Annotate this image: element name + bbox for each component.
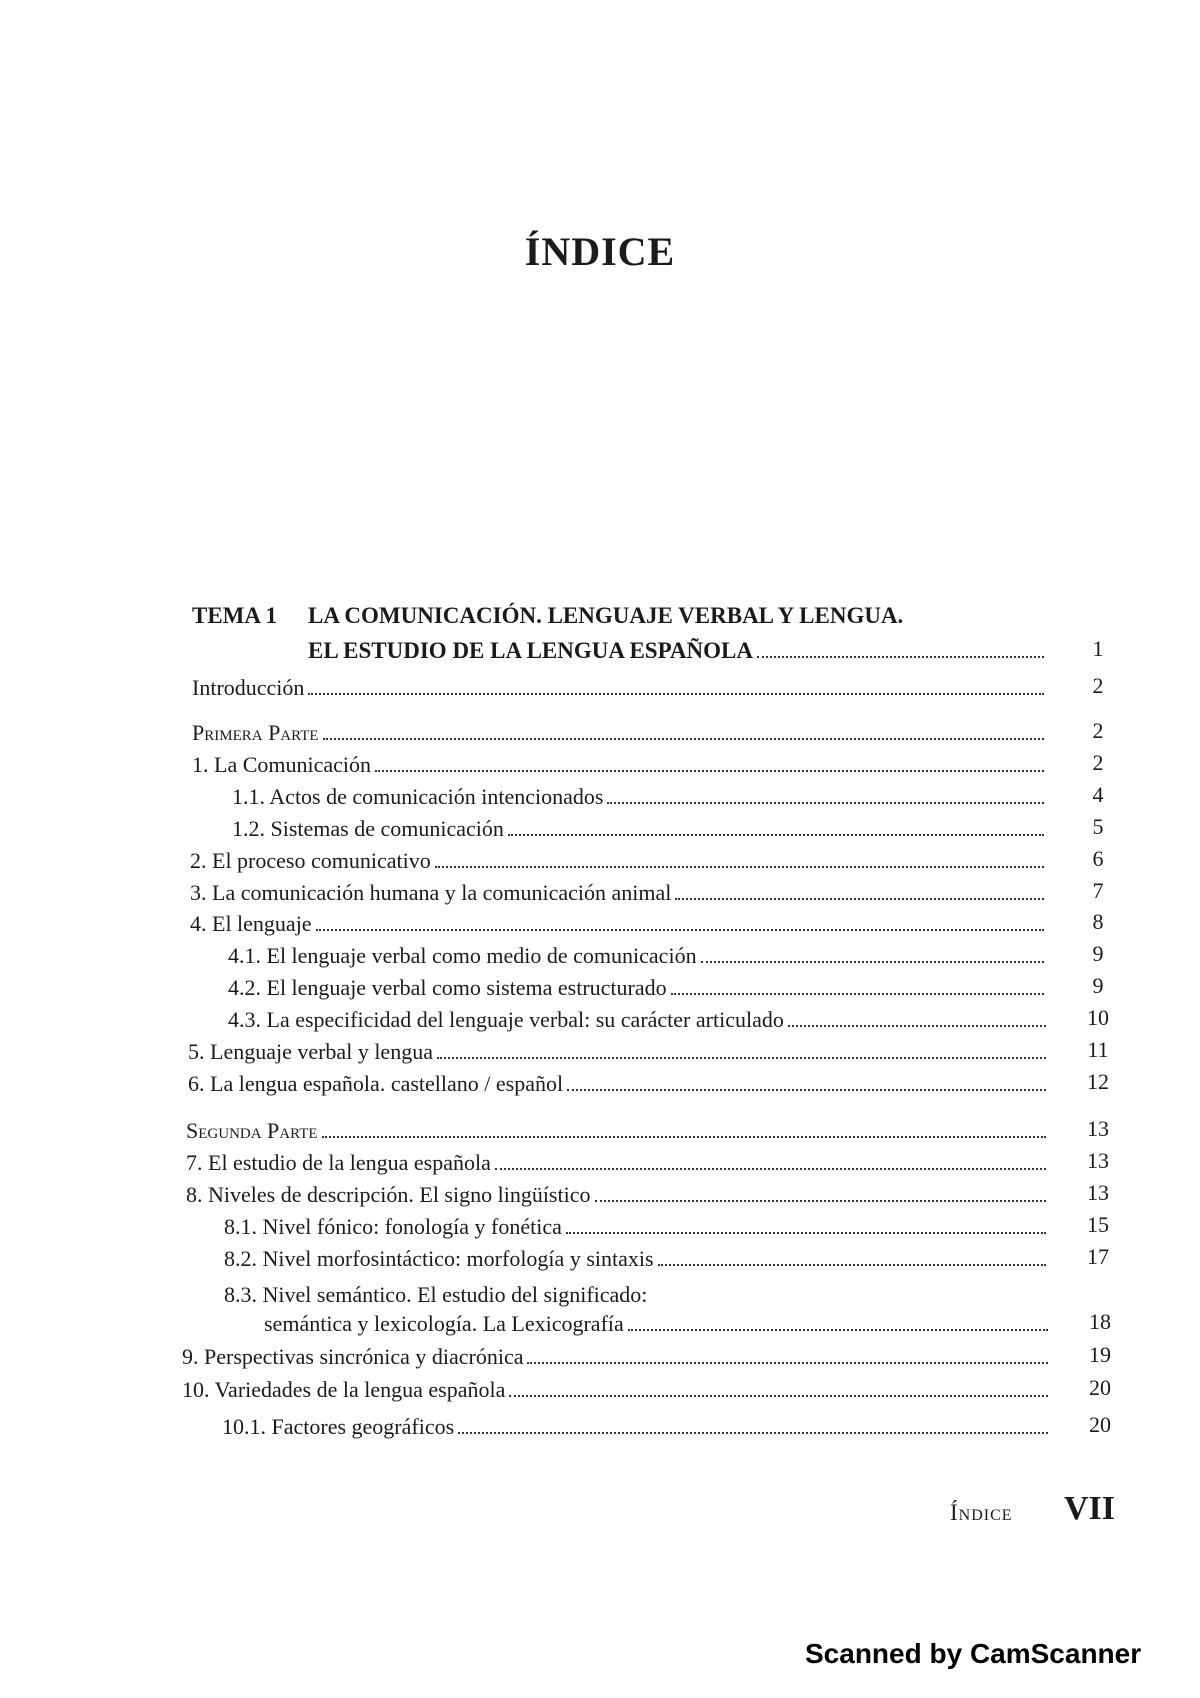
page-title: ÍNDICE — [524, 229, 676, 274]
toc-entry — [190, 907, 1048, 937]
tema-title-line2: EL ESTUDIO DE LA LENGUA ESPAÑOLA — [308, 638, 753, 663]
toc-entry-page: 19 — [1089, 1342, 1111, 1367]
toc-entry-label: 4.2. El lenguaje verbal como sistema estructurado — [228, 975, 667, 1000]
toc-entry-page: 17 — [1087, 1244, 1109, 1269]
toc-entry-label: 4.1. El lenguaje verbal como medio de comunicación — [228, 943, 697, 968]
toc-entry-page: 13 — [1087, 1148, 1109, 1173]
toc-entry-label: 10. Variedades de la lengua española — [182, 1377, 506, 1402]
toc-entry-label: 1.2. Sistemas de comunicación — [232, 816, 504, 841]
leader-dots — [567, 1089, 1046, 1091]
leader-dots — [675, 898, 1044, 900]
toc-part-heading — [192, 716, 1048, 746]
leader-dots — [495, 1168, 1046, 1170]
toc-entry-page: 15 — [1087, 1212, 1109, 1237]
leader-dots — [322, 1136, 1046, 1138]
toc-entry-page: 5 — [1092, 814, 1104, 839]
toc-entry-label: 3. La comunicación humana y la comunicación animal — [190, 880, 672, 905]
toc-subentry-continuation — [264, 1307, 1052, 1337]
toc-entry-page: 18 — [1089, 1309, 1111, 1334]
toc-entry-page: 7 — [1092, 878, 1104, 903]
toc-entry-page: 20 — [1089, 1412, 1111, 1437]
toc-entry — [188, 1067, 1050, 1097]
toc-entry — [190, 844, 1048, 874]
toc-entry-page: 4 — [1092, 782, 1104, 807]
footer-page-number: VII — [1064, 1490, 1116, 1527]
toc-entry-page: 2 — [1092, 718, 1104, 743]
tema-title-line1: LA COMUNICACIÓN. LENGUAJE VERBAL Y LENGUA. — [308, 603, 904, 628]
toc-subentry — [232, 780, 1048, 810]
tema-page: 1 — [1092, 636, 1104, 661]
toc-entry — [186, 1146, 1050, 1176]
toc-entry-label: 1.1. Actos de comunicación intencionados — [232, 784, 604, 809]
leader-dots — [595, 1200, 1047, 1202]
toc-entry-page: 2 — [1092, 673, 1104, 698]
leader-dots — [658, 1264, 1046, 1266]
leader-dots — [607, 802, 1044, 804]
leader-dots — [671, 993, 1044, 995]
toc-entry — [192, 671, 1048, 701]
toc-entry-label: Introducción — [192, 675, 305, 700]
leader-dots — [375, 770, 1044, 772]
toc-subentry — [228, 939, 1048, 969]
leader-dots — [435, 866, 1044, 868]
toc-entry-page: 12 — [1087, 1069, 1109, 1094]
leader-dots — [437, 1057, 1046, 1059]
toc-subentry — [224, 1242, 1050, 1272]
toc-entry-label: 6. La lengua española. castellano / español — [188, 1071, 564, 1096]
toc-entry — [182, 1340, 1052, 1370]
toc-entry — [190, 876, 1048, 906]
toc-subentry — [228, 1003, 1050, 1033]
leader-dots — [701, 961, 1044, 963]
toc-subentry-line1: 8.3. Nivel semántico. El estudio del significado: — [224, 1282, 648, 1307]
toc-entry — [188, 1035, 1050, 1065]
toc-entry-page: 8 — [1092, 909, 1104, 934]
toc-entry-label: 8.1. Nivel fónico: fonología y fonética — [224, 1214, 562, 1239]
leader-dots — [628, 1329, 1048, 1331]
leader-dots — [757, 656, 1044, 658]
toc-entry-page: 11 — [1087, 1037, 1109, 1062]
toc-entry-label: 9. Perspectivas sincrónica y diacrónica — [182, 1344, 524, 1369]
toc-entry-page: 20 — [1089, 1375, 1111, 1400]
toc-entry-label: 2. El proceso comunicativo — [190, 848, 431, 873]
toc-entry — [182, 1373, 1052, 1403]
toc-entry-label: 5. Lenguaje verbal y lengua — [188, 1039, 433, 1064]
toc-subentry — [232, 812, 1048, 842]
toc-entry-label: 8. Niveles de descripción. El signo lingüístico — [186, 1182, 591, 1207]
toc-entry-page: 9 — [1092, 941, 1104, 966]
leader-dots — [458, 1432, 1048, 1434]
toc-entry-label: 8.2. Nivel morfosintáctico: morfología y sintaxis — [224, 1246, 654, 1271]
leader-dots — [308, 693, 1044, 695]
toc-entry — [192, 748, 1048, 778]
toc-entry-page: 6 — [1092, 846, 1104, 871]
footer-section-label: Índice — [950, 1500, 1013, 1525]
toc-entry-label: 1. La Comunicación — [192, 752, 372, 777]
toc-entry-page: 9 — [1092, 973, 1104, 998]
tema-number: TEMA 1 — [192, 603, 277, 628]
tema-heading — [192, 603, 903, 629]
toc-entry-label: 4.3. La especificidad del lenguaje verbal: su carácter articulado — [228, 1007, 784, 1032]
toc-subentry — [228, 971, 1048, 1001]
leader-dots — [527, 1362, 1048, 1364]
toc-entry-label: 7. El estudio de la lengua española — [186, 1150, 491, 1175]
leader-dots — [509, 1395, 1048, 1397]
scanner-watermark: Scanned by CamScanner — [805, 1638, 1142, 1669]
leader-dots — [323, 738, 1044, 740]
toc-entry-page: 13 — [1087, 1180, 1109, 1205]
toc-entry-label: 10.1. Factores geográficos — [222, 1414, 455, 1439]
toc-entry-label: Primera Parte — [192, 720, 319, 745]
toc-entry — [186, 1178, 1050, 1208]
tema-title-line2-entry — [308, 634, 1048, 664]
toc-entry-page: 2 — [1092, 750, 1104, 775]
toc-entry-label: semántica y lexicología. La Lexicografía — [264, 1311, 624, 1336]
leader-dots — [566, 1232, 1046, 1234]
toc-entry-label: Segunda Parte — [186, 1118, 318, 1143]
toc-entry-label: 4. El lenguaje — [190, 911, 312, 936]
leader-dots — [508, 834, 1044, 836]
toc-subentry — [224, 1210, 1050, 1240]
toc-part-heading — [186, 1114, 1050, 1144]
leader-dots — [316, 929, 1044, 931]
toc-entry-page: 13 — [1087, 1116, 1109, 1141]
leader-dots — [788, 1025, 1046, 1027]
toc-subentry — [222, 1410, 1052, 1440]
toc-entry-page: 10 — [1087, 1005, 1109, 1030]
